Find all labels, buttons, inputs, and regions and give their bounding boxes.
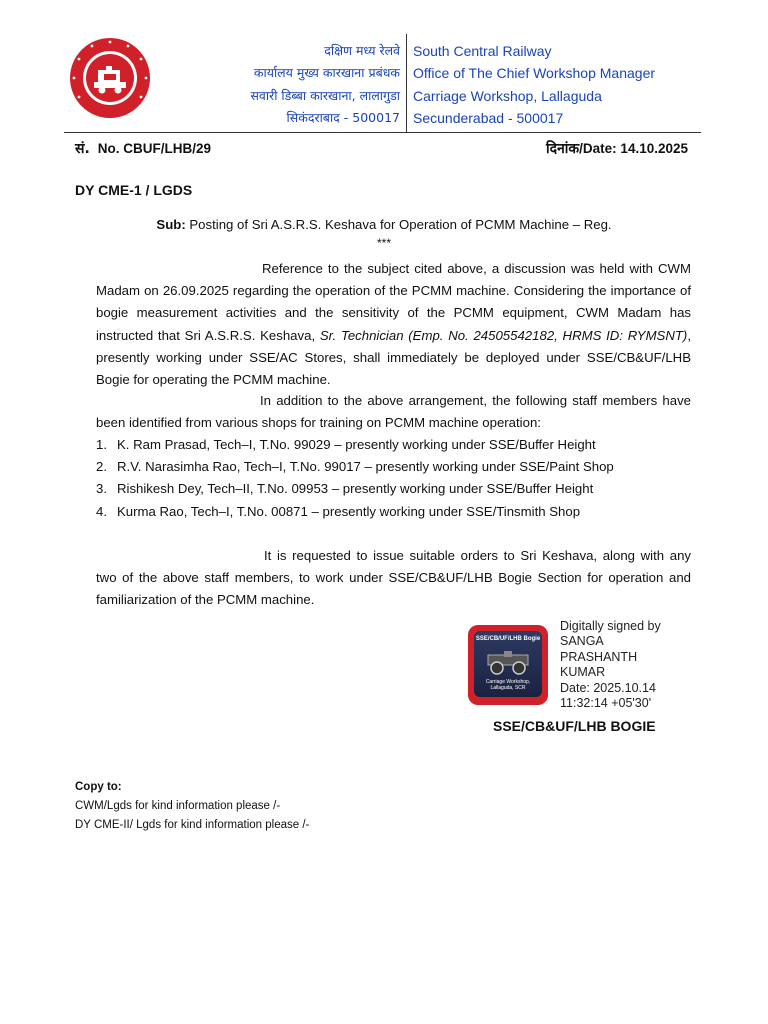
- seal-line: Carriage Workshop,: [485, 679, 531, 685]
- letter-date: [546, 139, 688, 158]
- separator: ***: [376, 236, 391, 250]
- copy-to-section: [75, 778, 309, 835]
- list-item: [96, 434, 614, 456]
- seal-line: Lallaguda, SCR: [490, 685, 526, 691]
- list-item-number: 2.: [96, 459, 107, 475]
- paragraph-staff-intro: [96, 390, 691, 434]
- list-item-text: K. Ram Prasad, Tech–I, T.No. 99029 – presently working under SSE/Buffer Height: [117, 437, 596, 452]
- list-item-text: Kurma Rao, Tech–I, T.No. 00871 – presently working under SSE/Tinsmith Shop: [117, 503, 581, 519]
- list-item-number: 4.: [96, 503, 107, 519]
- paragraph-italic-text: Sr. Technician (Emp. No. 24505542182, HRMS ID: RYMSNT): [319, 327, 688, 343]
- reference-number-text: No. CBUF/LHB/29: [97, 141, 212, 156]
- reference-number: [75, 139, 211, 158]
- list-item: [96, 456, 614, 478]
- letterhead-english-line: Office of The Chief Workshop Manager: [413, 65, 656, 82]
- letterhead-divider: [406, 34, 407, 132]
- signature-line: Digitally signed by: [560, 619, 661, 633]
- copy-to-heading: Copy to:: [75, 781, 122, 793]
- list-item: [96, 478, 614, 500]
- letterhead-english-line: Secunderabad - 500017: [413, 109, 564, 126]
- signature-line: PRASHANTH: [560, 649, 638, 664]
- paragraph-text: , presently working under SSE/AC Stores, shall immediately be deployed under SSE/CB&UF/LHB Bogie for operating the PCMM machine.: [96, 327, 691, 388]
- letterhead-hindi: [180, 40, 400, 129]
- date-hindi-label: दिनांक: [545, 141, 580, 157]
- list-item-number: 1.: [96, 437, 107, 452]
- letterhead-hindi-line: कार्यालय मुख्य कारखाना प्रबंधक: [253, 65, 400, 81]
- signature-line: 11:32:14 +05'30': [560, 696, 652, 711]
- signature-line: Date: 2025.10.14: [560, 680, 656, 695]
- copy-to-line: CWM/Lgds for kind information please /-: [75, 800, 281, 812]
- seal-subtitle: [474, 679, 542, 691]
- signatory-designation: SSE/CB&UF/LHB BOGIE: [493, 718, 656, 734]
- date-text: /Date: 14.10.2025: [579, 141, 688, 156]
- paragraph-text: It is requested to issue suitable orders to Sri Keshava, along with any two of the above staff members, to work under SSE/CB&UF/LHB Bogie Section for operation and familiarization of the PCMM machine.: [96, 548, 691, 608]
- paragraph-request: [96, 545, 691, 612]
- list-item-text: Rishikesh Dey, Tech–II, T.No. 09953 – presently working under SSE/Buffer Height: [117, 481, 594, 497]
- letterhead-english-line: Carriage Workshop, Lallaguda: [413, 87, 602, 104]
- subject-label: Sub:: [156, 217, 186, 232]
- indian-railways-logo-icon: [68, 36, 152, 120]
- header-rule: [64, 132, 701, 133]
- paragraph-reference: [96, 258, 691, 391]
- seal-title: SSE/CB/UF/LHB Bogie: [475, 636, 541, 642]
- copy-to-line: DY CME-II/ Lgds for kind information please /-: [75, 819, 310, 831]
- signature-line: SANGA: [560, 634, 604, 649]
- subject-line: [0, 217, 768, 232]
- paragraph-text: In addition to the above arrangement, the following staff members have been identified from various shops for training on PCMM machine operation:: [96, 393, 691, 431]
- bogie-icon: [484, 647, 532, 677]
- reference-hindi-prefix: सं.: [75, 141, 90, 157]
- addressee: DY CME-1 / LGDS: [75, 182, 193, 198]
- signature-line: KUMAR: [560, 665, 606, 680]
- letterhead-english: [413, 40, 713, 129]
- seal-inner: [474, 631, 542, 697]
- list-item-number: 3.: [96, 481, 107, 497]
- subject-text: Posting of Sri A.S.R.S. Keshava for Operation of PCMM Machine – Reg.: [185, 217, 612, 232]
- list-item: [96, 501, 614, 523]
- official-seal-icon: [468, 625, 548, 705]
- staff-list: [96, 434, 614, 523]
- letterhead-hindi-line: सिकंदराबाद - 500017: [286, 109, 400, 125]
- letterhead-hindi-line: सवारी डिब्बा कारखाना, लालागुडा: [250, 87, 400, 103]
- paragraph-text: Reference to the subject cited above, a discussion was held with CWM Madam on 26.09.2025 regarding the operation of the PCMM machine. Considering the importance of bogie measurement activities and the sensitivity of the PCMM equipment, CWM Madam has instructed that Sri A.S.R.S. Keshava,: [96, 261, 691, 343]
- letterhead-hindi-line: दक्षिण मध्य रेलवे: [324, 43, 400, 58]
- digital-signature: [560, 619, 661, 711]
- letterhead-english-line: South Central Railway: [413, 43, 552, 59]
- list-item-text: R.V. Narasimha Rao, Tech–I, T.No. 99017 – presently working under SSE/Paint Shop: [117, 459, 614, 475]
